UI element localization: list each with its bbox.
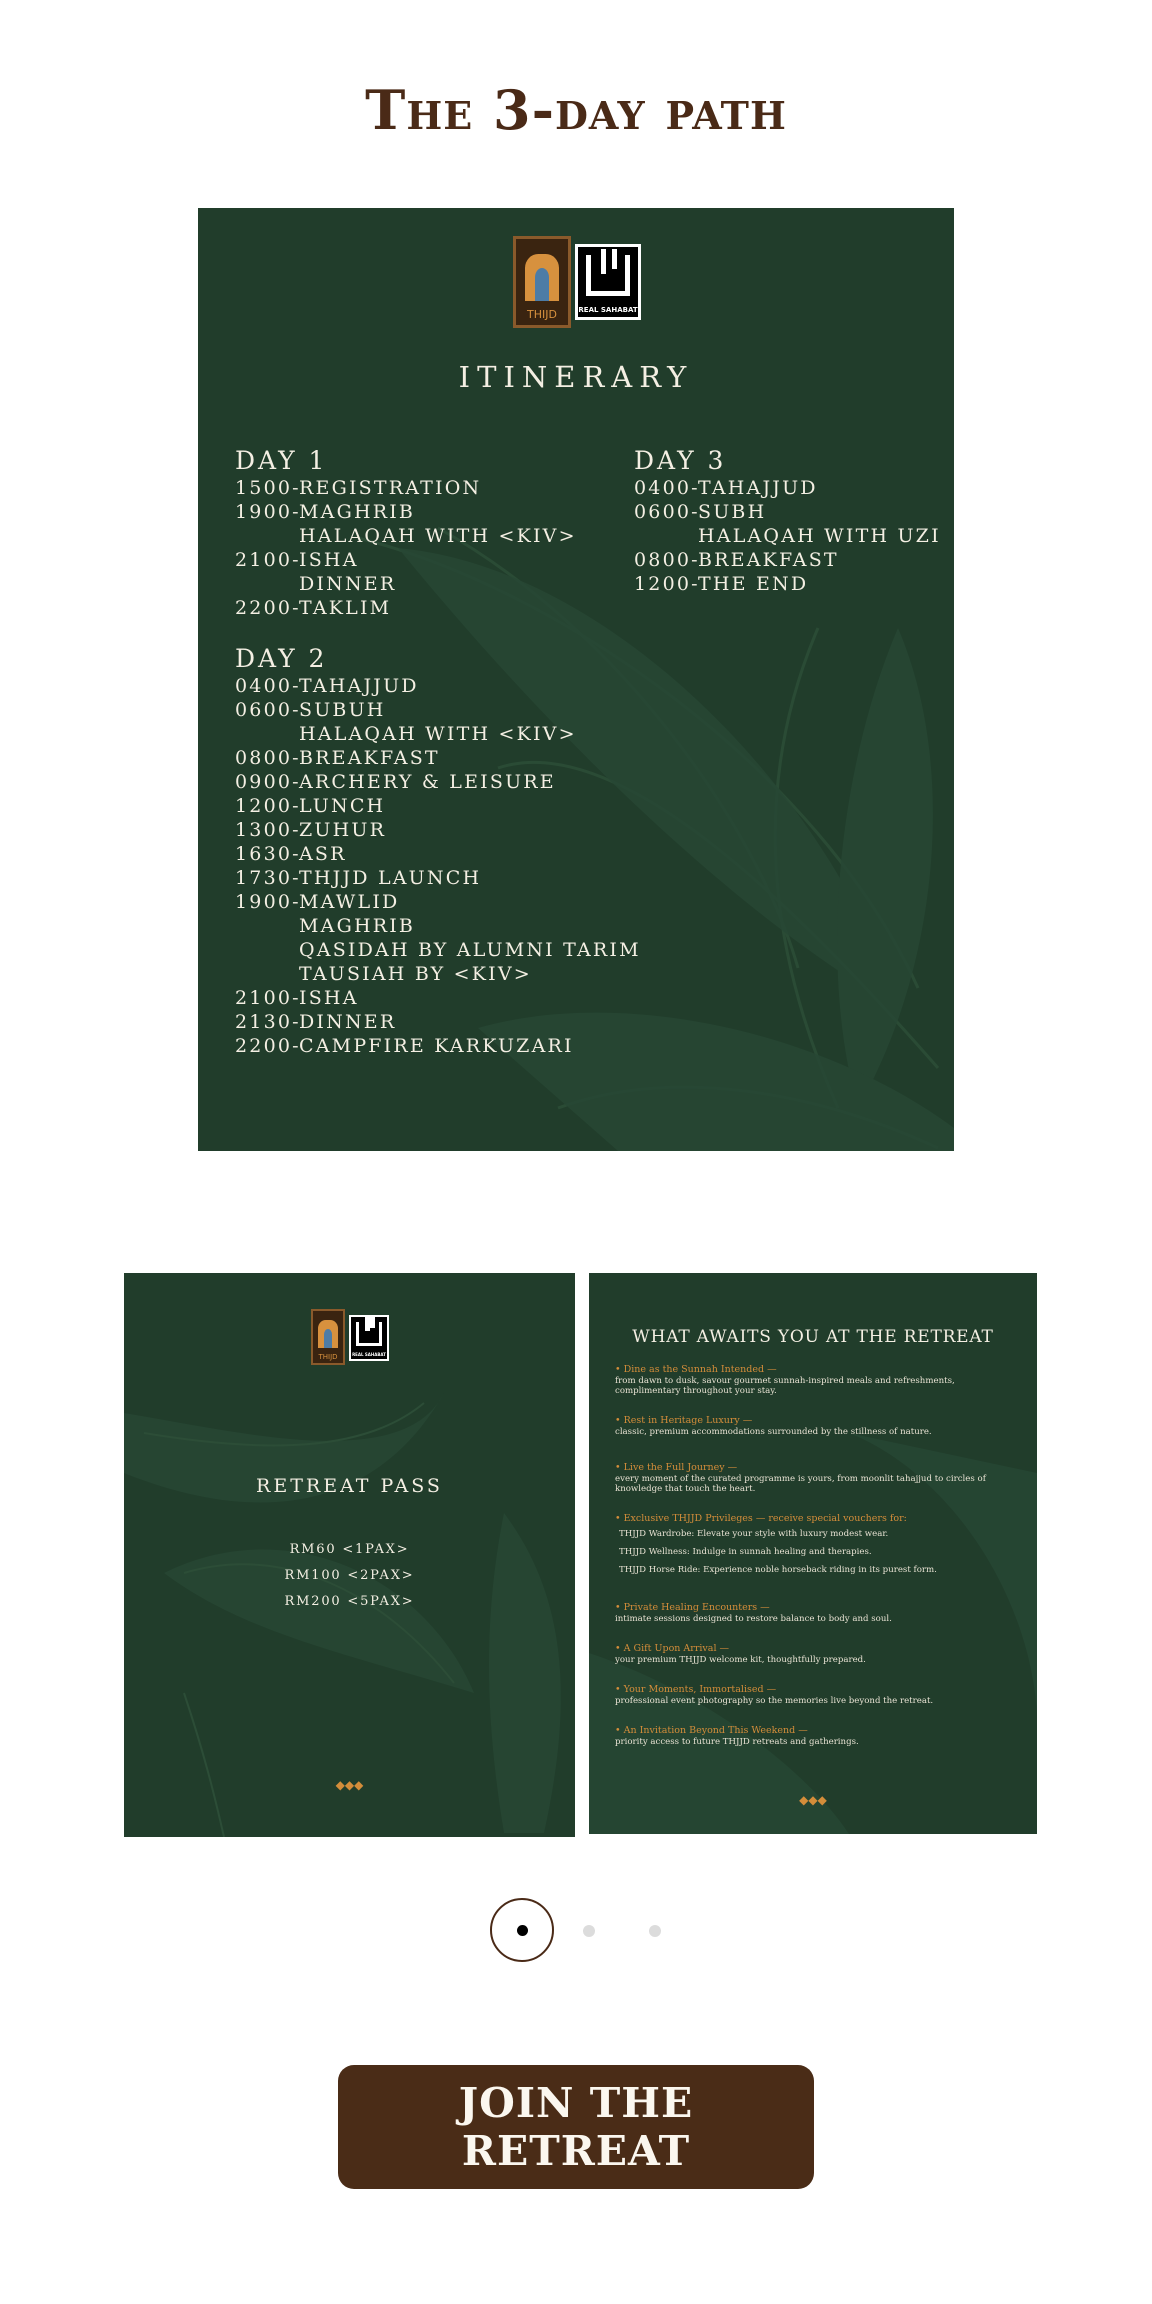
- schedule-time: 1900-: [235, 891, 301, 913]
- schedule-time: [235, 914, 299, 938]
- benefit-item: [615, 1363, 1020, 1396]
- schedule-event: ISHA: [299, 987, 359, 1009]
- schedule-row: [235, 476, 577, 500]
- benefit-item: [615, 1724, 1020, 1747]
- thijd-door-logo-icon: [513, 236, 571, 328]
- schedule-time: [235, 524, 299, 548]
- price-list: [124, 1537, 575, 1615]
- price-1pax: RM60 <1PAX>: [289, 1542, 410, 1557]
- schedule-row: [235, 938, 641, 962]
- schedule-time: [235, 722, 299, 746]
- benefit-title: • Your Moments, Immortalised —: [615, 1684, 777, 1695]
- schedule-row: [235, 548, 577, 572]
- carousel-pagination: [490, 1898, 690, 1962]
- real-sahabat-logo-icon: [349, 1315, 389, 1361]
- schedule-row: [634, 524, 941, 548]
- schedule-row: [235, 866, 641, 890]
- benefits-list: [615, 1363, 1020, 1765]
- benefit-description: from dawn to dusk, savour gourmet sunnah-inspired meals and refreshments, complimentary throughout your stay.: [615, 1376, 955, 1396]
- schedule-event: ARCHERY & LEISURE: [299, 771, 556, 793]
- benefit-voucher-horse-ride: THJJD Horse Ride: Experience noble horseback riding in its purest form.: [619, 1565, 937, 1575]
- benefit-title: • An Invitation Beyond This Weekend —: [615, 1725, 808, 1736]
- real-sahabat-logo-text: REAL SAHABAT: [578, 306, 638, 314]
- day-3-schedule: [634, 446, 941, 596]
- itinerary-poster[interactable]: [198, 208, 954, 1151]
- brand-logos: [513, 236, 641, 328]
- schedule-row: [235, 986, 641, 1010]
- schedule-time: 1900-: [235, 501, 301, 523]
- schedule-row: [235, 500, 577, 524]
- schedule-time: 0800-: [235, 747, 301, 769]
- schedule-time: 2100-: [235, 549, 301, 571]
- schedule-event: TAUSIAH BY <KIV>: [299, 963, 532, 985]
- schedule-time: 2130-: [235, 1011, 301, 1033]
- thijd-door-logo-icon: [311, 1309, 345, 1365]
- thijd-logo-text: THIJD: [318, 1353, 338, 1361]
- schedule-event: ZUHUR: [299, 819, 387, 841]
- schedule-time: 0400-: [634, 477, 700, 499]
- schedule-row: [235, 524, 577, 548]
- schedule-row: [235, 962, 641, 986]
- schedule-event: DINNER: [299, 1011, 397, 1033]
- schedule-time: 1500-: [235, 477, 301, 499]
- benefit-title: • Private Healing Encounters —: [615, 1602, 770, 1613]
- benefit-item: [615, 1512, 1020, 1579]
- benefit-title: • Rest in Heritage Luxury —: [615, 1415, 753, 1426]
- schedule-time: 0400-: [235, 675, 301, 697]
- retreat-pass-poster[interactable]: [124, 1273, 575, 1837]
- schedule-row: [235, 770, 641, 794]
- schedule-row: [235, 818, 641, 842]
- schedule-row: [235, 596, 577, 620]
- real-sahabat-logo-text: REAL SAHABAT: [352, 1352, 386, 1357]
- schedule-time: 1200-: [235, 795, 301, 817]
- schedule-time: [235, 938, 299, 962]
- schedule-row: [235, 890, 641, 914]
- schedule-row: [235, 746, 641, 770]
- schedule-event: THE END: [698, 573, 809, 595]
- page-title: The 3-day path: [365, 78, 787, 142]
- benefit-title: • Exclusive THJJD Privileges — receive special vouchers for:: [615, 1513, 907, 1524]
- schedule-event: LUNCH: [299, 795, 386, 817]
- schedule-row: [235, 722, 641, 746]
- day-1-schedule: [235, 446, 577, 620]
- schedule-event: MAGHRIB: [299, 501, 416, 523]
- price-5pax: RM200 <5PAX>: [284, 1594, 415, 1609]
- benefit-description: intimate sessions designed to restore balance to body and soul.: [615, 1614, 892, 1624]
- schedule-event: BREAKFAST: [299, 747, 440, 769]
- schedule-time: 2200-: [235, 597, 301, 619]
- schedule-row: [634, 572, 941, 596]
- benefit-title: • A Gift Upon Arrival —: [615, 1643, 729, 1654]
- itinerary-heading: ITINERARY: [458, 360, 694, 394]
- schedule-time: 0600-: [634, 501, 700, 523]
- schedule-time: [634, 524, 698, 548]
- schedule-event: MAWLID: [299, 891, 400, 913]
- schedule-event: SUBUH: [299, 699, 386, 721]
- schedule-row: [634, 476, 941, 500]
- schedule-event: HALAQAH WITH <KIV>: [299, 723, 577, 745]
- schedule-event: QASIDAH BY ALUMNI TARIM: [299, 939, 641, 961]
- schedule-row: [235, 914, 641, 938]
- schedule-row: [634, 500, 941, 524]
- benefit-description: priority access to future THJJD retreats and gatherings.: [615, 1737, 859, 1747]
- schedule-time: 0800-: [634, 549, 700, 571]
- benefit-description: your premium THJJD welcome kit, thoughtfully prepared.: [615, 1655, 866, 1665]
- benefit-voucher-wardrobe: THJJD Wardrobe: Elevate your style with luxury modest wear.: [619, 1529, 889, 1539]
- real-sahabat-logo-icon: [575, 244, 641, 320]
- schedule-time: 1200-: [634, 573, 700, 595]
- benefit-title: • Dine as the Sunnah Intended —: [615, 1364, 777, 1375]
- benefit-voucher-wellness: THJJD Wellness: Indulge in sunnah healing and therapies.: [619, 1547, 872, 1557]
- schedule-row: [235, 842, 641, 866]
- diamond-ornament-icon: ◆◆◆: [799, 1793, 827, 1807]
- schedule-event: BREAKFAST: [698, 549, 839, 571]
- day-2-schedule: [235, 644, 641, 1058]
- schedule-time: 1630-: [235, 843, 301, 865]
- price-2pax: RM100 <2PAX>: [284, 1568, 415, 1583]
- what-awaits-heading: WHAT AWAITS YOU AT THE RETREAT: [632, 1327, 994, 1347]
- schedule-event: ASR: [299, 843, 347, 865]
- schedule-row: [235, 1034, 641, 1058]
- benefit-item: [615, 1461, 1020, 1494]
- schedule-event: THJJD LAUNCH: [299, 867, 482, 889]
- schedule-time: 0900-: [235, 771, 301, 793]
- benefit-description: every moment of the curated programme is yours, from moonlit tahajjud to circles of knowledge that touch the heart.: [615, 1474, 986, 1494]
- schedule-event: TAHAJJUD: [698, 477, 818, 499]
- schedule-event: REGISTRATION: [299, 477, 482, 499]
- day-title: DAY 2: [235, 644, 328, 673]
- thijd-logo-text: THIJD: [527, 308, 557, 321]
- schedule-event: HALAQAH WITH <KIV>: [299, 525, 577, 547]
- schedule-row: [235, 1010, 641, 1034]
- what-awaits-poster[interactable]: [589, 1273, 1037, 1834]
- carousel-dot-1-active[interactable]: [490, 1898, 554, 1962]
- schedule-event: HALAQAH WITH UZI: [698, 525, 941, 547]
- schedule-event: TAKLIM: [299, 597, 392, 619]
- benefit-item: [615, 1642, 1020, 1665]
- benefit-title: • Live the Full Journey —: [615, 1462, 738, 1473]
- day-title: DAY 3: [634, 446, 727, 475]
- carousel-dot-2[interactable]: [583, 1925, 595, 1937]
- benefit-item: [615, 1414, 1020, 1437]
- schedule-event: ISHA: [299, 549, 359, 571]
- schedule-event: CAMPFIRE KARKUZARI: [299, 1035, 574, 1057]
- benefit-description: classic, premium accommodations surrounded by the stillness of nature.: [615, 1427, 932, 1437]
- diamond-ornament-icon: ◆◆◆: [335, 1778, 364, 1792]
- schedule-event: SUBH: [698, 501, 767, 523]
- schedule-time: 1300-: [235, 819, 301, 841]
- schedule-row: [235, 674, 641, 698]
- schedule-row: [634, 548, 941, 572]
- schedule-event: MAGHRIB: [299, 915, 416, 937]
- schedule-time: 0600-: [235, 699, 301, 721]
- brand-logos: [311, 1309, 389, 1365]
- join-retreat-button[interactable]: JOIN THE RETREAT: [338, 2065, 814, 2189]
- day-title: DAY 1: [235, 446, 328, 475]
- schedule-time: [235, 572, 299, 596]
- schedule-time: 2200-: [235, 1035, 301, 1057]
- schedule-time: 2100-: [235, 987, 301, 1009]
- schedule-event: TAHAJJUD: [299, 675, 419, 697]
- benefit-item: [615, 1683, 1020, 1706]
- schedule-time: 1730-: [235, 867, 301, 889]
- benefit-description: professional event photography so the memories live beyond the retreat.: [615, 1696, 934, 1706]
- schedule-event: DINNER: [299, 573, 397, 595]
- schedule-row: [235, 698, 641, 722]
- schedule-time: [235, 962, 299, 986]
- carousel-dot-3[interactable]: [649, 1925, 661, 1937]
- schedule-row: [235, 572, 577, 596]
- retreat-pass-heading: RETREAT PASS: [256, 1475, 443, 1497]
- benefit-item: [615, 1601, 1020, 1624]
- schedule-row: [235, 794, 641, 818]
